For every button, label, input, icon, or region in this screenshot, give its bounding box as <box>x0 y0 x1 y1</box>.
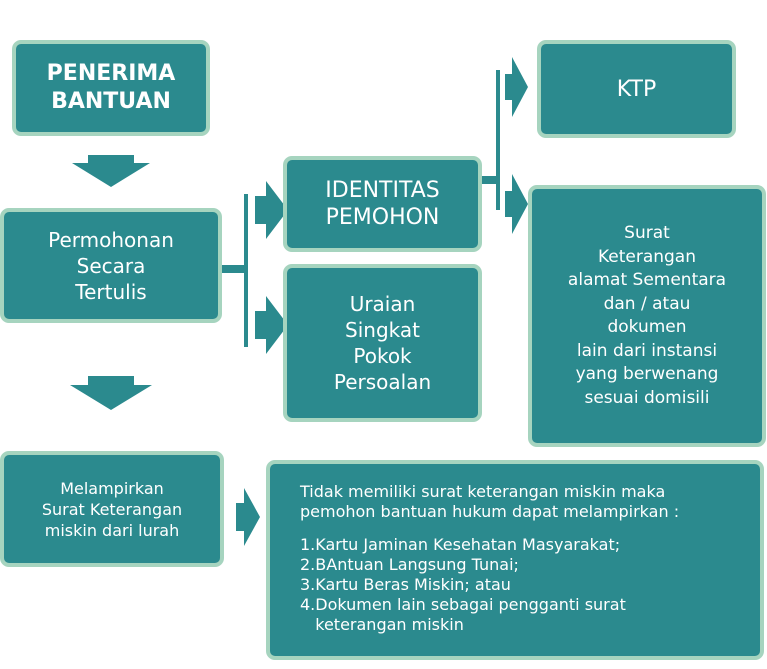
bracket-vertical-right <box>496 70 500 210</box>
tidak-item-5: keterangan miskin <box>300 615 464 634</box>
surat-line-5: dokumen <box>607 317 687 337</box>
melampirkan-box <box>0 451 224 567</box>
tidak-list <box>300 535 626 635</box>
permohonan-line-1: Permohonan <box>48 227 174 252</box>
uraian-line-4: Persoalan <box>333 370 432 394</box>
uraian-box <box>283 264 482 422</box>
tidak-item-1: 1.Kartu Jaminan Kesehatan Masyarakat; <box>300 535 621 554</box>
bracket-stub-right <box>482 176 496 184</box>
permohonan-line-3: Tertulis <box>75 279 147 304</box>
arrow-to-tidak <box>236 488 260 546</box>
surat-line-4: dan / atau <box>603 293 691 314</box>
identitas-line-1: IDENTITAS <box>325 178 440 203</box>
tidak-item-4: 4.Dokumen lain sebagai pengganti surat <box>300 595 626 614</box>
permohonan-line-2: Secara <box>76 253 146 278</box>
tidak-intro-line-1: Tidak memiliki surat keterangan miskin maka <box>300 482 666 501</box>
permohonan-box <box>0 208 222 323</box>
uraian-line-2: Singkat <box>345 318 420 342</box>
surat-line-2: Keterangan <box>597 246 697 267</box>
tidak-item-3: 3.Kartu Beras Miskin; atau <box>300 575 511 594</box>
melampirkan-line-1: Melampirkan <box>60 478 164 498</box>
penerima-bantuan-box <box>12 40 210 136</box>
tidak-intro-line-2: pemohon bantuan hukum dapat melampirkan : <box>300 502 680 521</box>
down-arrow-1 <box>72 155 150 187</box>
surat-line-8: sesuai domisili <box>584 387 710 408</box>
identitas-pemohon-box <box>283 156 482 252</box>
surat-line-7: yang berwenang <box>575 364 719 384</box>
surat-line-1: Surat <box>624 223 670 243</box>
tidak-intro <box>300 482 679 522</box>
tidak-item-2: 2.BAntuan Langsung Tunai; <box>300 555 519 574</box>
surat-line-3: alamat Sementara <box>567 270 727 290</box>
melampirkan-line-3: miskin dari lurah <box>44 520 180 540</box>
penerima-line-2: BANTUAN <box>51 89 171 114</box>
arrow-to-ktp <box>505 57 528 117</box>
down-arrow-2 <box>70 376 152 410</box>
surat-keterangan-box <box>528 185 766 447</box>
bracket-stub-left <box>222 265 244 273</box>
identitas-line-2: PEMOHON <box>325 205 440 230</box>
uraian-line-3: Pokok <box>353 344 412 368</box>
ktp-label: KTP <box>616 76 657 102</box>
bracket-vertical-left <box>244 194 248 347</box>
uraian-line-1: Uraian <box>349 292 416 316</box>
melampirkan-line-2: Surat Keterangan <box>41 499 183 519</box>
arrow-to-surat <box>505 174 528 234</box>
surat-line-6: lain dari instansi <box>576 340 718 361</box>
ktp-box <box>537 40 736 138</box>
penerima-line-1: PENERIMA <box>46 61 176 86</box>
